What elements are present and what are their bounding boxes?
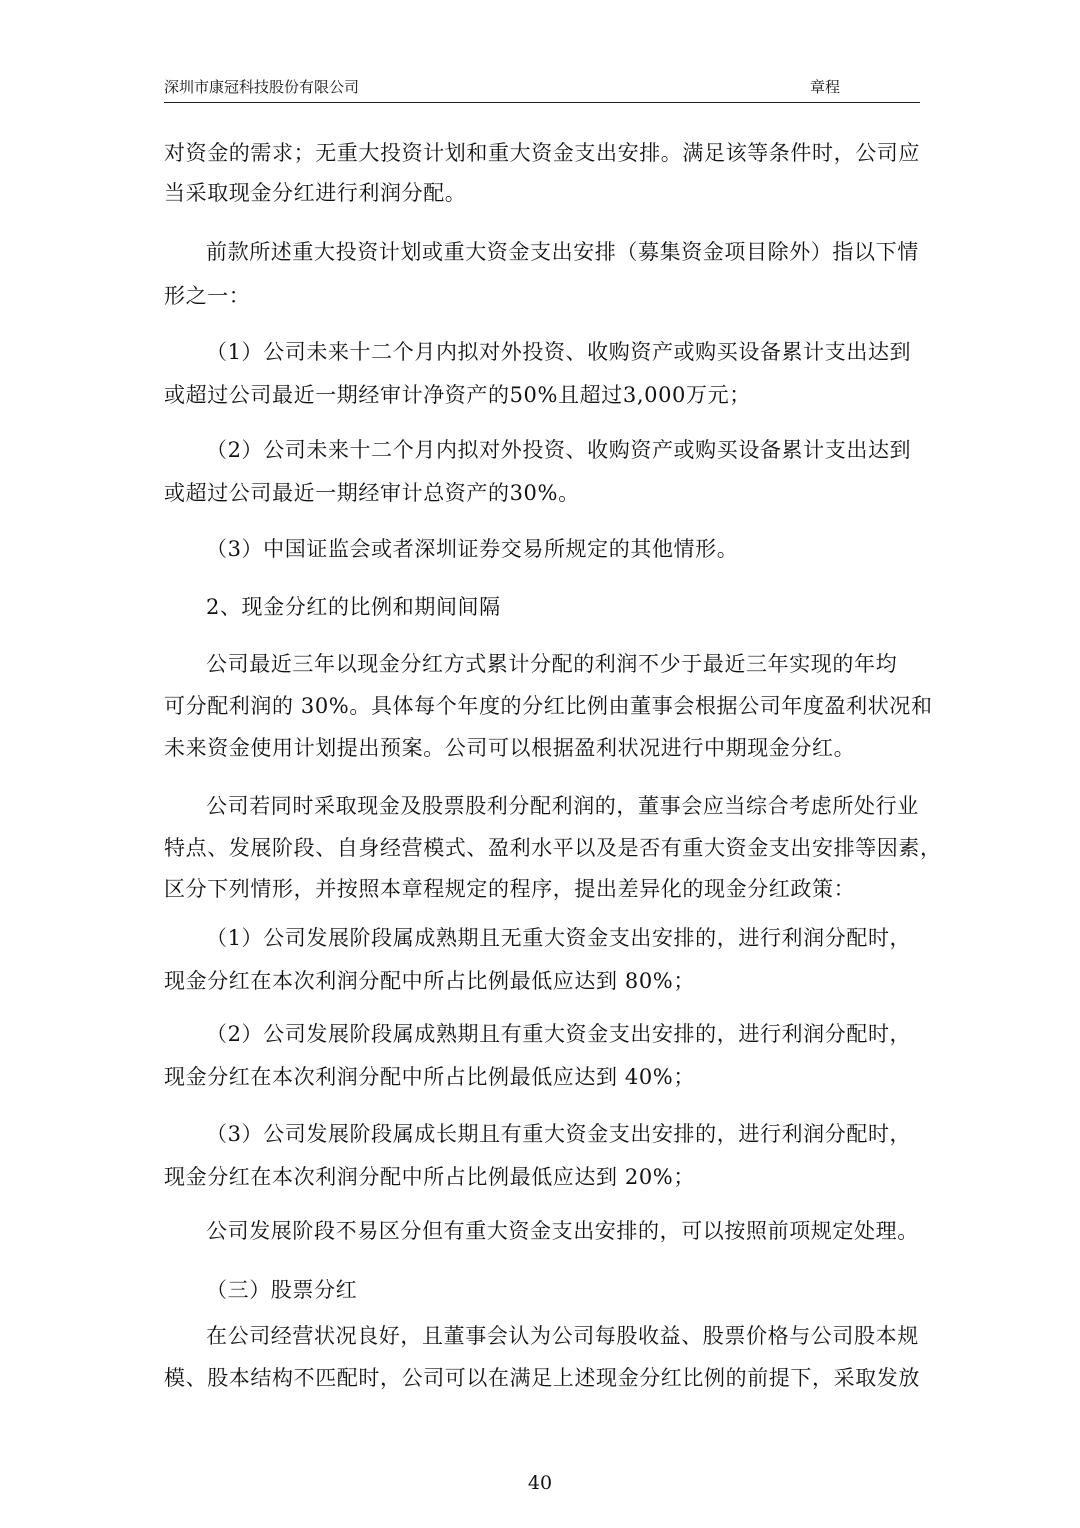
body-line: 在公司经营状况良好，且董事会认为公司每股收益、股票价格与公司股本规 [206, 1324, 919, 1348]
body-line: 或超过公司最近一期经审计净资产的50%且超过3,000万元； [164, 383, 751, 407]
body-line: 公司若同时采取现金及股票股利分配利润的，董事会应当综合考虑所处行业 [206, 794, 919, 818]
body-line: （2）公司未来十二个月内拟对外投资、收购资产或购买设备累计支出达到 [206, 438, 912, 462]
section-heading: 2、现金分红的比例和期间间隔 [206, 595, 501, 619]
page-number: 40 [527, 1472, 553, 1494]
body-line: 模、股本结构不匹配时，公司可以在满足上述现金分红比例的前提下，采取发放 [164, 1366, 920, 1390]
page-header [164, 74, 920, 103]
body-line: 现金分红在本次利润分配中所占比例最低应达到 40%； [164, 1065, 695, 1089]
body-line: 形之一： [164, 284, 251, 308]
body-line: 当采取现金分红进行利润分配。 [164, 181, 467, 205]
body-line: 或超过公司最近一期经审计总资产的30%。 [164, 481, 580, 505]
body-line: 可分配利润的 30%。具体每个年度的分红比例由董事会根据公司年度盈利状况和 [164, 694, 933, 718]
body-line: （2）公司发展阶段属成熟期且有重大资金支出安排的，进行利润分配时， [206, 1022, 912, 1046]
body-line: 公司发展阶段不易区分但有重大资金支出安排的，可以按照前项规定处理。 [206, 1219, 919, 1243]
body-line: （1）公司未来十二个月内拟对外投资、收购资产或购买设备累计支出达到 [206, 340, 912, 364]
header-document-type: 章程 [810, 78, 841, 96]
body-line: 现金分红在本次利润分配中所占比例最低应达到 80%； [164, 969, 695, 993]
body-line: 公司最近三年以现金分红方式累计分配的利润不少于最近三年实现的年均 [206, 652, 898, 676]
body-line: 特点、发展阶段、自身经营模式、盈利水平以及是否有重大资金支出安排等因素， [164, 836, 942, 860]
body-line: （3）公司发展阶段属成长期且有重大资金支出安排的，进行利润分配时， [206, 1122, 912, 1146]
header-company-name: 深圳市康冠科技股份有限公司 [164, 78, 360, 96]
body-line: 对资金的需求；无重大投资计划和重大资金支出安排。满足该等条件时，公司应 [164, 141, 920, 165]
body-line: （3）中国证监会或者深圳证券交易所规定的其他情形。 [206, 537, 739, 561]
body-line: 未来资金使用计划提出预案。公司可以根据盈利状况进行中期现金分红。 [164, 736, 856, 760]
body-line: 前款所述重大投资计划或重大资金支出安排（募集资金项目除外）指以下情 [206, 240, 919, 264]
body-line: 现金分红在本次利润分配中所占比例最低应达到 20%； [164, 1165, 695, 1189]
body-line: 区分下列情形，并按照本章程规定的程序，提出差异化的现金分红政策： [164, 877, 856, 901]
body-line: （1）公司发展阶段属成熟期且无重大资金支出安排的，进行利润分配时， [206, 926, 912, 950]
section-heading: （三）股票分红 [206, 1278, 358, 1302]
